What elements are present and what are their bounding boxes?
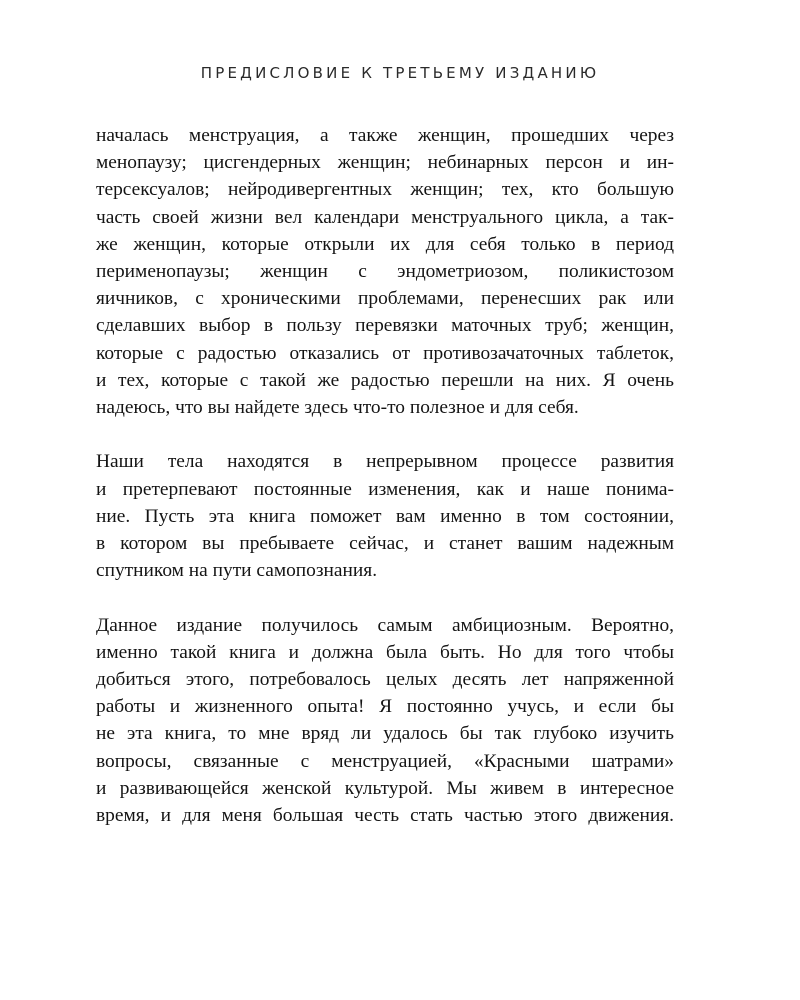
text-line: же женщин, которые открыли их для себя только в период [96, 233, 674, 255]
text-line: яичников, с хроническими проблемами, перенесших рак или [96, 288, 674, 310]
body-text [96, 122, 674, 856]
text-line: вопросы, связанные с менструацией, «Красными шатрами» [96, 750, 674, 772]
text-line: в котором вы пребываете сейчас, и станет вашим надежным [96, 533, 674, 555]
paragraph [96, 612, 674, 830]
text-line: работы и жизненного опыта! Я постоянно учусь, и если бы [96, 696, 674, 718]
text-line: и претерпевают постоянные изменения, как и наше понима- [96, 478, 674, 500]
text-line: часть своей жизни вел календари менструального цикла, а так- [96, 206, 674, 228]
text-line: перименопаузы; женщин с эндометриозом, поликистозом [96, 261, 674, 283]
text-line: сделавших выбор в пользу перевязки маточных труб; женщин, [96, 315, 674, 337]
text-line: Наши тела находятся в непрерывном процессе развития [96, 451, 674, 473]
text-line: ние. Пусть эта книга поможет вам именно в том состоянии, [96, 505, 674, 527]
text-line: терсексуалов; нейродивергентных женщин; тех, кто большую [96, 179, 674, 201]
text-line: добиться этого, потребовалось целых десять лет напряженной [96, 669, 674, 691]
running-head: ПРЕДИСЛОВИЕ К ТРЕТЬЕМУ ИЗДАНИЮ [200, 64, 600, 82]
text-line: время, и для меня большая честь стать частью этого движения. [96, 805, 674, 827]
text-line: именно такой книга и должна была быть. Но для того чтобы [96, 641, 674, 663]
text-line: спутником на пути самопознания. [96, 560, 378, 582]
paragraph [96, 448, 674, 584]
text-line: не эта книга, то мне вряд ли удалось бы так глубоко изучить [96, 723, 674, 745]
text-line: Данное издание получилось самым амбициозным. Вероятно, [96, 614, 674, 636]
text-line: которые с радостью отказались от противозачаточных таблеток, [96, 342, 674, 364]
text-line: и развивающейся женской культурой. Мы живем в интересное [96, 777, 674, 799]
text-line: менопаузу; цисгендерных женщин; небинарных персон и ин- [96, 152, 674, 174]
text-line: и тех, которые с такой же радостью перешли на них. Я очень [96, 369, 674, 391]
text-line: началась менструация, а также женщин, прошедших через [96, 125, 674, 146]
text-line: надеюсь, что вы найдете здесь что-то полезное и для себя. [96, 397, 579, 419]
paragraph [96, 122, 674, 421]
